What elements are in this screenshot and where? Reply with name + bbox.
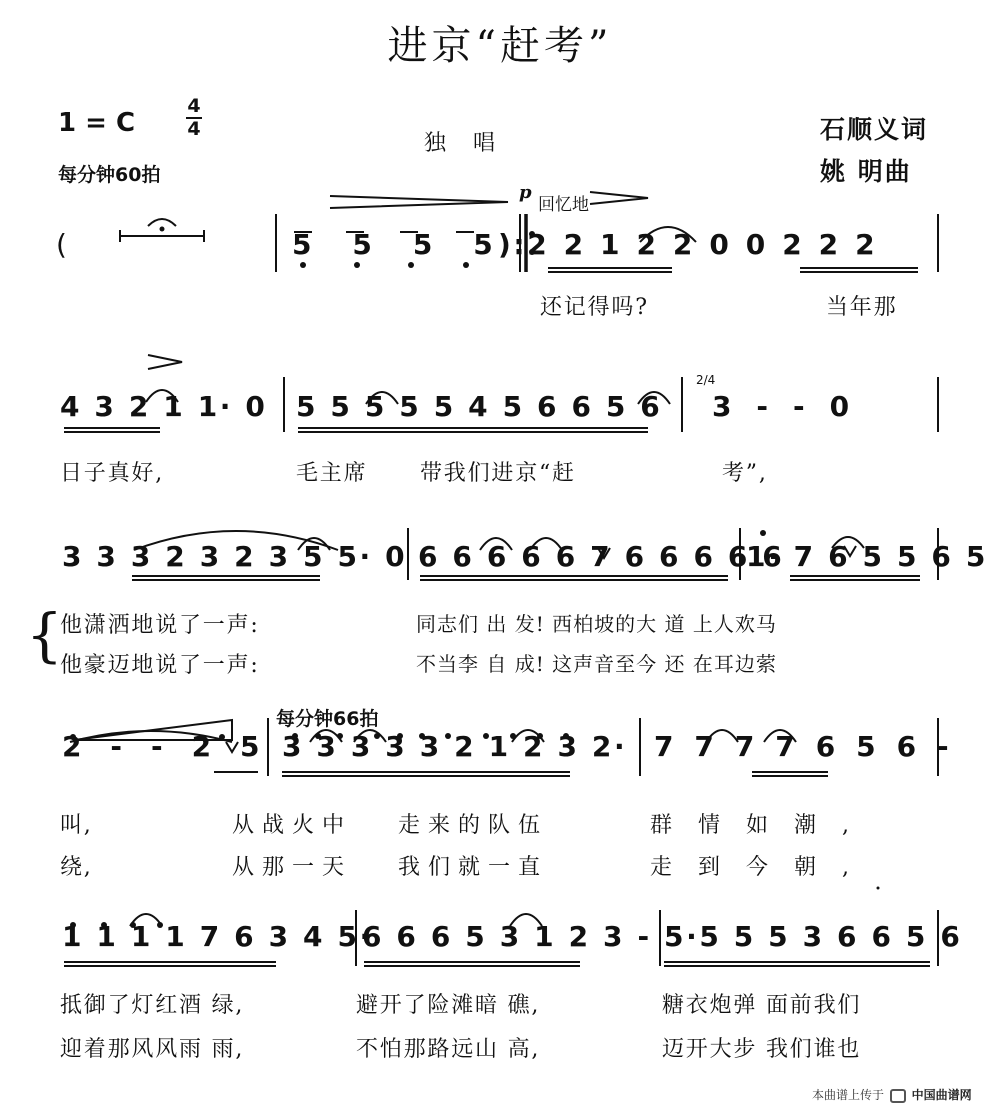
system-4-lyric-2d: 走到今朝,: [650, 855, 875, 880]
system-2-lyric-d: 考”,: [722, 461, 768, 486]
system-4-lyric-1d: 群情如潮,: [650, 813, 875, 838]
system-3-notes-m2: 6 6 6 6 6 7 6 6 6 6 6: [418, 540, 785, 573]
meter-change-marking: 2/4: [696, 373, 716, 387]
system-3-notes-m1: 3 3 3 2 3 2 3 5 5· 0: [62, 540, 408, 573]
system-5-lyric-1a: 抵御了灯红酒 绿,: [60, 993, 245, 1018]
system-2-notes-m3: 3 - - 0: [712, 390, 852, 423]
system-2-notes-m1: 4 3 2 1 1· 0: [60, 390, 268, 423]
composer-credit: 姚 明曲: [820, 157, 912, 186]
system-5-notes-m1: 1 1 1 1 7 6 3 4 5·: [62, 920, 373, 953]
system-1-intro-notes: 5 5 5 5: [292, 228, 496, 261]
system-5-lyric-2a: 迎着那风风雨 雨,: [60, 1037, 245, 1062]
system-1-verse-notes: ):2 2 1 2 2 0 0 2 2 2: [498, 228, 878, 261]
system-2-notes-m2: 5 5 5 5 5 4 5 6 6 5 6: [296, 390, 663, 423]
lyricist-credit: 石顺义词: [820, 115, 929, 144]
system-3-lyric-1a: 他潇洒地说了一声:: [60, 613, 260, 638]
system-3-lyric-2b: 不当李 自 成! 这声音至今 还 在耳边萦: [416, 652, 777, 676]
tempo-change-marking: 每分钟66拍: [276, 708, 379, 730]
system-4-lyric-2a: 绕,: [60, 855, 93, 880]
system-3-lyric-2a: 他豪迈地说了一声:: [60, 653, 260, 678]
system-4-notes-m1: 2 - - 2 5: [62, 730, 263, 763]
system-4-lyric-1a: 叫,: [60, 813, 93, 838]
system-1-lyric-b: 当年那: [826, 295, 898, 320]
time-signature-top: 4: [187, 95, 201, 117]
site-logo-icon: [890, 1089, 906, 1103]
dynamic-marking: p: [519, 182, 532, 203]
system-4-notes-m3: 7 7 7 7 6 5 6 -: [654, 730, 952, 763]
system-4-lyric-2c: 我们就一直: [398, 855, 549, 880]
system-1-lyric-a: 还记得吗?: [540, 295, 649, 320]
tempo-marking: 每分钟60拍: [58, 164, 161, 186]
system-5-notes-m3: 5·5 5 5 3 6 6 5 6: [664, 920, 963, 953]
system-4-lyric-1c: 走来的队伍: [398, 813, 549, 838]
system-2-lyric-a: 日子真好,: [60, 461, 164, 486]
system-4-lyric-2b: 从那一天: [232, 855, 353, 880]
system-5-notes-m2: 6 6 6 5 3 1 2 3 -: [362, 920, 652, 953]
expression-marking: 回忆地: [538, 195, 589, 215]
key-signature: 1 = C: [58, 108, 136, 138]
upload-credit: [812, 1086, 972, 1103]
system-3-lyric-1b: 同志们 出 发! 西柏坡的大 道 上人欢马: [416, 612, 777, 636]
time-signature-bottom: 4: [187, 118, 201, 140]
system-3-notes-m3: 1· 7 6 5 5 6 5: [746, 540, 988, 573]
system-5-lyric-2c: 迈开大步 我们谁也: [662, 1037, 862, 1062]
upload-credit-site: 中国曲谱网: [911, 1088, 972, 1102]
upload-credit-prefix: 本曲谱上传于: [812, 1088, 885, 1102]
performance-type: 独 唱: [424, 131, 505, 156]
system-4-lyric-1b: 从战火中: [232, 813, 353, 838]
system-5-lyric-2b: 不怕那路远山 高,: [356, 1037, 541, 1062]
score-title: 进京“赶考”: [387, 23, 613, 69]
system-2-lyric-c: 带我们进京“赶: [420, 461, 576, 486]
intro-paren: (: [56, 228, 67, 261]
verse-brace: {: [26, 601, 63, 669]
system-5-lyric-1b: 避开了险滩暗 礁,: [356, 993, 541, 1018]
system-5-lyric-1c: 糖衣炮弹 面前我们: [662, 993, 862, 1018]
system-2-lyric-b: 毛主席: [296, 461, 368, 486]
system-4-notes-m2: 3 3 3 3 3 2 1 2 3 2·: [282, 730, 628, 763]
